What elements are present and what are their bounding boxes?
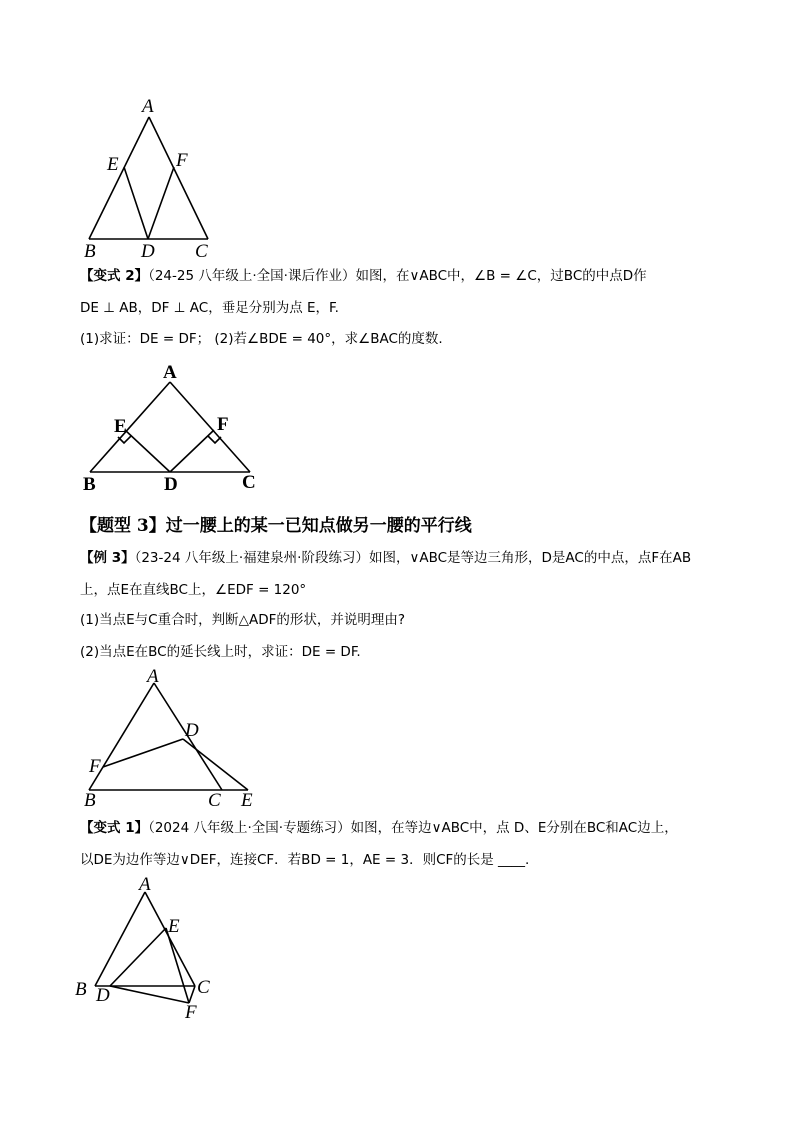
fig2-label-e: E: [114, 416, 127, 437]
variant2-line3: (1)求证：DE = DF； (2)若∠BDE = 40°，求∠BAC的度数.: [80, 331, 443, 347]
figure-4-lines: [95, 892, 195, 1003]
variant2-line1-rest: 如图，在∨ABC中，∠B = ∠C，过BC的中点D作: [355, 268, 647, 284]
fig3-label-a: A: [147, 666, 159, 687]
example3-source: （23-24 八年级上·福建泉州·阶段练习）: [134, 550, 369, 566]
fig4-label-c: C: [197, 977, 210, 998]
fig2-label-b: B: [83, 474, 96, 495]
fig3-label-e: E: [241, 790, 253, 811]
fig1-label-c: C: [195, 241, 208, 262]
fig2-label-c: C: [242, 472, 256, 493]
fig1-label-f: F: [176, 150, 188, 171]
variant2-source: （24-25 八年级上·全国·课后作业）: [148, 268, 356, 284]
fig3-label-b: B: [84, 790, 96, 811]
variant1-source: （2024 八年级上·全国·专题练习）: [148, 820, 351, 836]
variant1-line1-rest: 如图，在等边∨ABC中，点 D、E分别在BC和AC边上，: [350, 820, 678, 836]
fig3-label-d: D: [185, 720, 199, 741]
variant1-line2: 以DE为边作等边∨DEF，连接CF．若BD = 1，AE = 3．则CF的长是 ____.: [80, 852, 530, 868]
fig1-label-e: E: [107, 154, 119, 175]
fig3-label-f: F: [89, 756, 101, 777]
fig1-label-b: B: [84, 241, 96, 262]
example3-line3: (1)当点E与C重合时，判断△ADF的形状，并说明理由?: [80, 612, 406, 628]
example3-tag: 【例 3】: [80, 550, 135, 566]
example3-line1-rest: 如图，∨ABC是等边三角形，D是AC的中点，点F在AB: [368, 550, 692, 566]
topic3-heading: 【题型 3】过一腰上的某一已知点做另一腰的平行线: [80, 516, 472, 536]
fig2-label-d: D: [164, 474, 178, 495]
fig4-label-b: B: [75, 979, 87, 1000]
fig1-label-a: A: [142, 96, 154, 117]
variant2-line2: DE ⊥ AB，DF ⊥ AC，垂足分别为点 E，F.: [80, 300, 339, 316]
fig4-label-a: A: [139, 874, 151, 895]
example3-line2: 上，点E在直线BC上，∠EDF = 120°: [80, 582, 307, 598]
variant2-tag: 【变式 2】: [80, 268, 149, 284]
fig4-label-e: E: [168, 916, 180, 937]
example3-line4: (2)当点E在BC的延长线上时，求证：DE = DF.: [80, 644, 361, 660]
fig3-label-c: C: [208, 790, 221, 811]
fig2-label-a: A: [163, 362, 177, 383]
fig4-label-f: F: [185, 1002, 197, 1023]
fig2-label-f: F: [217, 414, 229, 435]
fig4-label-d: D: [96, 985, 110, 1006]
fig1-label-d: D: [141, 241, 155, 262]
variant1-tag: 【变式 1】: [80, 820, 149, 836]
